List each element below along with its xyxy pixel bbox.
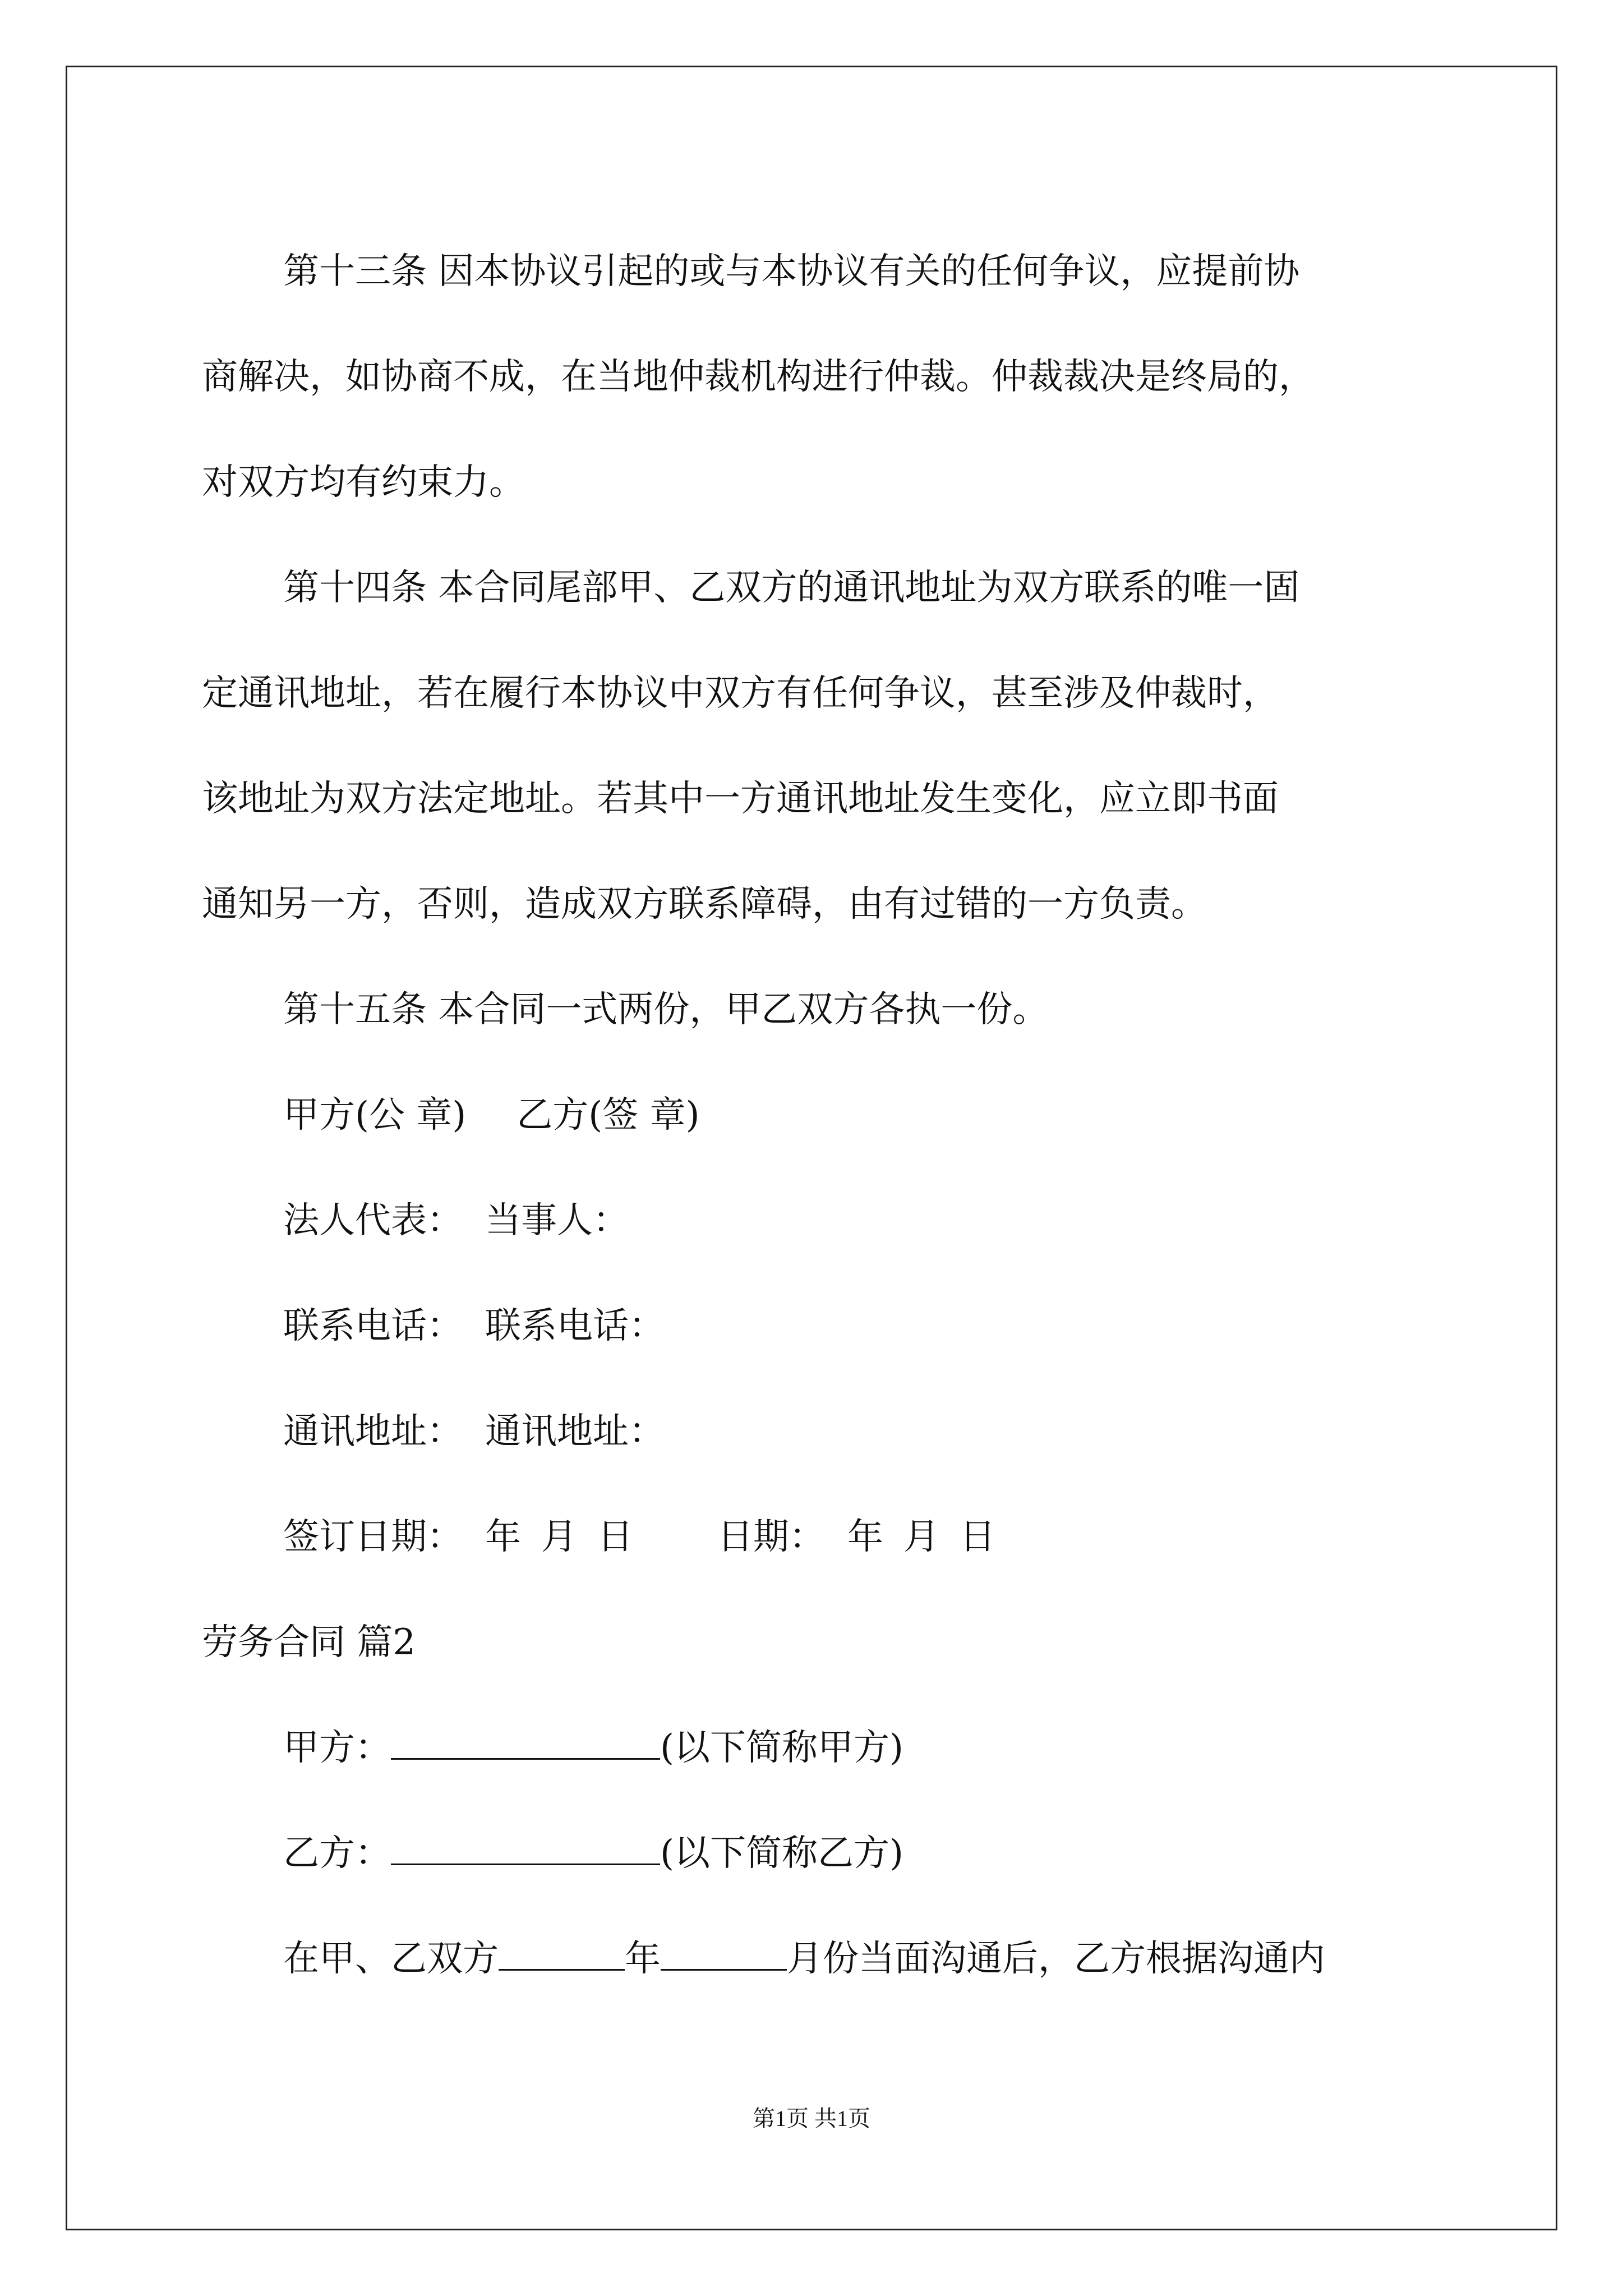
article14-line3: 该地址为双方法定地址。若其中一方通讯地址发生变化，应立即书面 (202, 778, 1279, 820)
party-b-blank (391, 1830, 660, 1865)
contract2-intro-year: 年 (625, 1938, 661, 1980)
phone-a-label: 联系电话： (283, 1305, 463, 1347)
date-month: 月 (903, 1516, 939, 1558)
intro-year-blank (499, 1935, 625, 1971)
article14-line2: 定通讯地址，若在履行本协议中双方有任何争议，甚至涉及仲裁时， (202, 673, 1279, 714)
sign-year: 年 (485, 1516, 521, 1558)
date-year: 年 (847, 1516, 883, 1558)
contract2-intro-suffix: 月份当面沟通后，乙方根据沟通内 (787, 1938, 1325, 1980)
contract2-title: 劳务合同 篇2 (202, 1622, 416, 1663)
contract2-party-a-line (202, 1695, 1469, 1801)
representative-line (202, 1168, 1469, 1273)
phone-b-label: 联系电话： (485, 1305, 665, 1347)
date-line (202, 1484, 1469, 1590)
contract2-party-b-suffix: (以下简称乙方) (660, 1833, 903, 1874)
contract2-party-b-label: 乙方： (283, 1833, 391, 1874)
article15: 第十五条 本合同一式两份，甲乙双方各执一份。 (283, 989, 1049, 1030)
article13-line2: 商解决，如协商不成，在当地仲裁机构进行仲裁。仲裁裁决是终局的， (202, 356, 1315, 398)
contract2-intro-prefix: 在甲、乙双方 (283, 1938, 499, 1980)
article13-line3: 对双方均有约束力。 (202, 462, 525, 503)
contract2-party-b-line (202, 1801, 1469, 1906)
contract2-party-a-label: 甲方： (283, 1727, 391, 1769)
date-label: 日期： (717, 1516, 825, 1558)
intro-month-blank (661, 1935, 787, 1971)
contract2-intro-line (202, 1906, 1469, 2012)
phone-line (202, 1273, 1469, 1379)
contract2-party-a-suffix: (以下简称甲方) (660, 1727, 903, 1769)
document-body (202, 219, 1469, 2012)
party-a-seal: 甲方(公 章) (283, 1094, 467, 1136)
party-label: 当事人： (485, 1200, 629, 1241)
sign-date-label: 签订日期： (283, 1516, 463, 1558)
seal-line (202, 1062, 1469, 1168)
page-footer: 第1页 共1页 (753, 2106, 870, 2131)
sign-month: 月 (541, 1516, 577, 1558)
article14-line4: 通知另一方，否则，造成双方联系障碍，由有过错的一方负责。 (202, 884, 1207, 925)
party-a-blank (391, 1724, 660, 1760)
date-day: 日 (960, 1516, 995, 1558)
legal-rep-label: 法人代表： (283, 1200, 463, 1241)
address-a-label: 通讯地址： (283, 1411, 463, 1452)
address-b-label: 通讯地址： (485, 1411, 665, 1452)
article13-line1: 第十三条 因本协议引起的或与本协议有关的任何争议，应提前协 (283, 251, 1300, 292)
article14-line1: 第十四条 本合同尾部甲、乙双方的通讯地址为双方联系的唯一固 (283, 567, 1300, 609)
sign-day: 日 (597, 1516, 633, 1558)
party-b-seal: 乙方(签 章) (517, 1094, 700, 1136)
address-line (202, 1379, 1469, 1484)
